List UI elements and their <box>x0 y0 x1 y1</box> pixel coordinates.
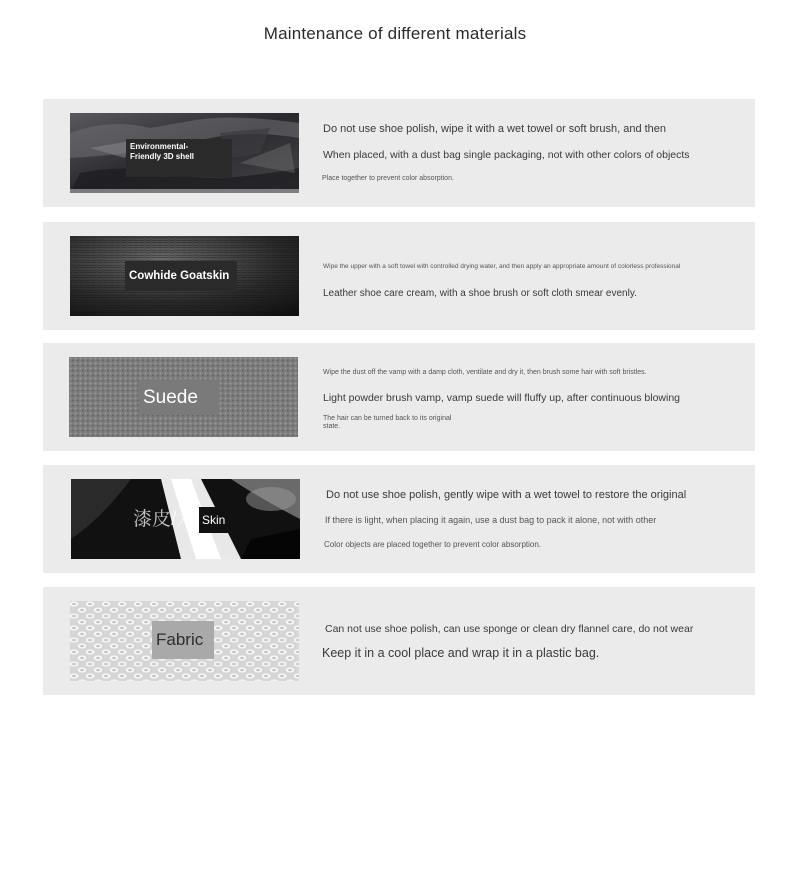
material-label-line: Friendly 3D shell <box>130 152 195 161</box>
care-instruction-line: state. <box>323 423 341 430</box>
material-label-cowhide: Cowhide Goatskin <box>125 261 237 291</box>
material-card-cowhide <box>43 222 755 330</box>
material-label-line: Environmental- <box>130 142 189 151</box>
care-instruction-line: Wipe the upper with a soft towel with controlled drying water, and then apply an appropriate amount of colorless professional <box>323 263 681 270</box>
material-thumbnail-fabric <box>70 601 299 681</box>
care-instruction-line: Do not use shoe polish, wipe it with a wet towel or soft brush, and then <box>323 123 667 135</box>
material-card-skin <box>43 465 755 573</box>
page-title: Maintenance of different materials <box>263 24 527 43</box>
care-instruction-line: Wipe the dust off the vamp with a damp cloth, ventilate and dry it, then brush some hair with soft bristles. <box>323 369 647 376</box>
care-instruction-line: Do not use shoe polish, gently wipe with a wet towel to restore the original <box>326 489 687 501</box>
material-thumbnail-cowhide <box>70 236 299 316</box>
material-label-fabric: Fabric <box>152 621 214 659</box>
material-label-suede: Suede <box>139 380 219 415</box>
care-instruction-line: If there is light, when placing it again, use a dust bag to pack it alone, not with other <box>325 515 657 525</box>
care-instruction-line: Can not use shoe polish, can use sponge or clean dry flannel care, do not wear <box>325 623 694 635</box>
care-instruction-line: Color objects are placed together to prevent color absorption. <box>324 540 542 549</box>
material-thumbnail-skin <box>71 479 300 559</box>
material-label-skin-cn: 漆皮/九 <box>133 509 196 530</box>
material-label-3d-shell <box>126 139 232 177</box>
material-label-skin: Skin <box>199 507 229 533</box>
care-instruction-line: When placed, with a dust bag single packaging, not with other colors of objects <box>323 149 690 161</box>
care-instruction-line: The hair can be turned back to its original <box>323 415 452 422</box>
care-instruction-line: Place together to prevent color absorption. <box>322 175 454 182</box>
care-instruction-line: Keep it in a cool place and wrap it in a plastic bag. <box>322 646 600 660</box>
care-instruction-line: Leather shoe care cream, with a shoe brush or soft cloth smear evenly. <box>323 288 637 299</box>
material-card-suede <box>43 343 755 451</box>
material-thumbnail-suede <box>69 357 298 437</box>
material-card-3d-shell <box>43 99 755 207</box>
care-instruction-line: Light powder brush vamp, vamp suede will fluffy up, after continuous blowing <box>323 392 681 404</box>
material-thumbnail-3d-shell <box>70 113 299 193</box>
material-card-fabric <box>43 587 755 695</box>
